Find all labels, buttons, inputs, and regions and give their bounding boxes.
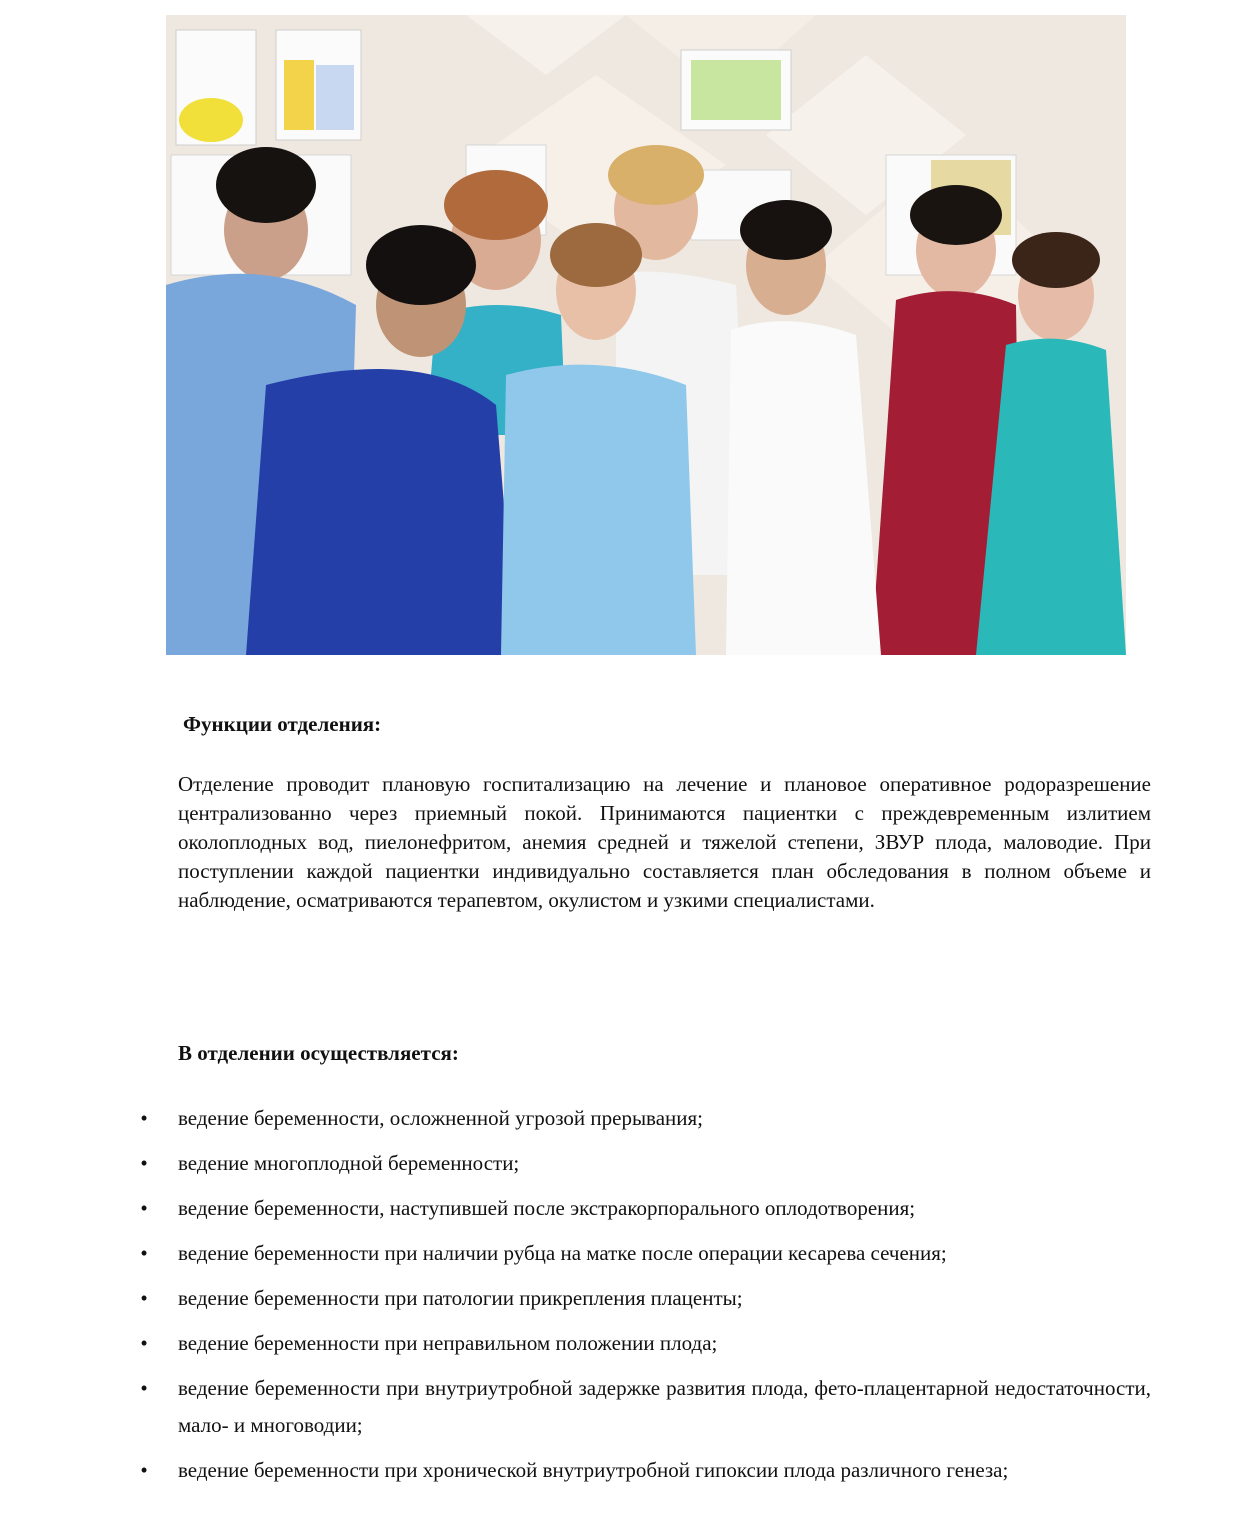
bullet-icon: • — [140, 1106, 148, 1130]
bullet-icon: • — [140, 1241, 148, 1265]
list-item — [0, 1370, 1151, 1444]
list-item — [0, 1280, 1151, 1317]
list-item — [0, 1325, 1151, 1362]
bullet-icon: • — [140, 1151, 148, 1175]
list-item-text: ведение беременности при хронической внутриутробной гипоксии плода различного генеза; — [178, 1458, 1009, 1482]
list-item-text: ведение беременности при внутриутробной задержке развития плода, фето-плацентарной недостаточности, мало- и многоводии; — [178, 1376, 1151, 1437]
services-list — [0, 1100, 1240, 1497]
list-item — [0, 1100, 1151, 1137]
bullet-icon: • — [140, 1196, 148, 1220]
staff-photo-icon — [166, 15, 1126, 655]
bullet-icon: • — [140, 1331, 148, 1355]
list-item-text: ведение беременности при патологии прикрепления плаценты; — [178, 1286, 743, 1310]
functions-heading: Функции отделения: — [183, 712, 382, 736]
list-item — [0, 1452, 1151, 1489]
performed-heading: В отделении осуществляется: — [178, 1041, 459, 1065]
list-item-text: ведение беременности, осложненной угрозой прерывания; — [178, 1106, 703, 1130]
bullet-icon: • — [140, 1458, 148, 1482]
bullet-icon: • — [140, 1286, 148, 1310]
list-item-text: ведение беременности, наступившей после экстракорпорального оплодотворения; — [178, 1196, 916, 1220]
list-item-text: ведение многоплодной беременности; — [178, 1151, 520, 1175]
list-item-text: ведение беременности при наличии рубца на матке после операции кесарева сечения; — [178, 1241, 947, 1265]
functions-paragraph: Отделение проводит плановую госпитализацию на лечение и плановое оперативное родоразрешение централизованно через приемный покой. Принимаются пациентки с преждевременным излитием околоплодных вод, пиелонефритом, анемия средней и тяжелой степени, ЗВУР плода, маловодие. При поступлении каждой пациентки индивидуально составляется план обследования в полном объеме и наблюдение, осматриваются терапевтом, окулистом и узкими специалистами. — [178, 772, 1151, 912]
staff-group-photo — [166, 15, 1126, 655]
list-item — [0, 1235, 1151, 1272]
list-item-text: ведение беременности при неправильном положении плода; — [178, 1331, 718, 1355]
list-item — [0, 1190, 1151, 1227]
bullet-icon: • — [140, 1376, 148, 1400]
list-item — [0, 1145, 1151, 1182]
